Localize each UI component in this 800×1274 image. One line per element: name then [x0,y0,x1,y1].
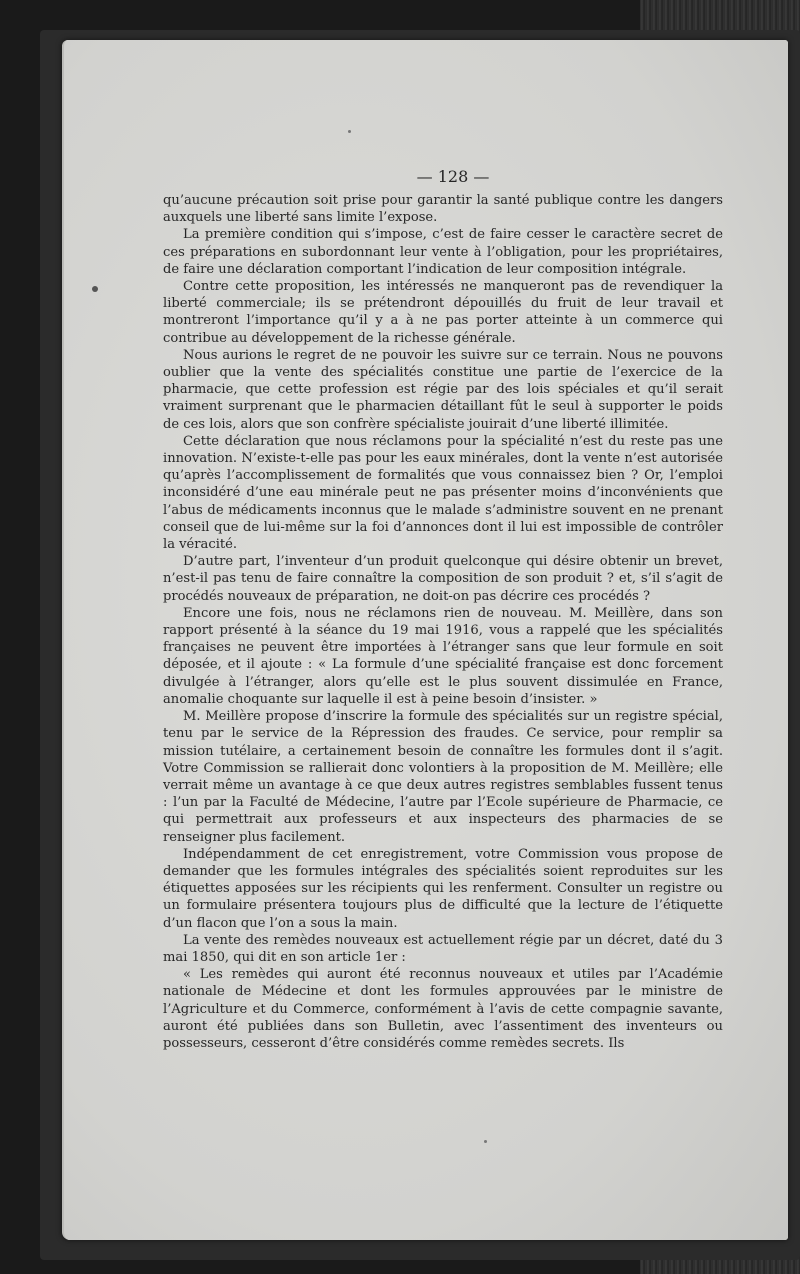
paragraph: « Les remèdes qui auront été reconnus nouveaux et utiles par l’Académie nationale de Médecine et dont les formules approuvées par le ministre de l’Agriculture et du Commerce, conformément à l’avis de cette compagnie savante, auront été publiées dans son Bulletin, avec l’assentiment des inventeurs ou possesseurs, cesseront d’être considérés comme remèdes secrets. Ils [163,967,723,1051]
paragraph: M. Meillère propose d’inscrire la formule des spécialités sur un registre spécial, tenu par le service de la Répression des fraudes. Ce service, pour remplir sa mission tutélaire, a certainement besoin de connaître les formules dont il s’agit. Votre Commission se rallierait donc volontiers à la proposition de M. Meillère; elle verrait même un avantage à ce que deux autres registres semblables fussent tenus : l’un par la Faculté de Médecine, l’autre par l’Ecole supérieure de Pharmacie, ce qui permettrait aux professeurs et aux inspecteurs des pharmacies de se renseigner plus facilement. [163,709,723,845]
paragraph: D’autre part, l’inventeur d’un produit quelconque qui désire obtenir un brevet, n’est-il pas tenu de faire connaître la composition de son produit ? et, s’il s’agit de procédés nouveaux de préparation, ne doit-on pas décrire ces procédés ? [163,554,723,604]
paragraph: Cette déclaration que nous réclamons pour la spécialité n’est du reste pas une innovation. N’existe-t-elle pas pour les eaux minérales, dont la vente n’est autorisée qu’après l’accomplissement de formalités que vous connaissez bien ? Or, l’emploi inconsidéré d’une eau minérale peut ne pas présenter moins d’inconvénients que l’abus de médicaments inconnus que le malade s’administre souvent en ne prenant conseil que de lui-même sur la foi d’annonces dont il lui est impossible de contrôler la véracité. [163,433,723,553]
margin-ink-spot [92,286,98,292]
paper-speck [348,130,351,133]
page-content [163,166,723,1052]
page-number: — 128 — [416,167,490,186]
paragraph: Nous aurions le regret de ne pouvoir les suivre sur ce terrain. Nous ne pouvons oublier que la vente des spécialités constitue une partie de l’exercice de la pharmacie, que cette profession est régie par des lois spéciales et qu’il serait vraiment surprenant que le pharmacien détaillant fût le seul à supporter le poids de ces lois, alors que son confrère spécialiste jouirait d’une liberté illimitée. [163,347,723,432]
paragraph: Encore une fois, nous ne réclamons rien de nouveau. M. Meillère, dans son rapport présenté à la séance du 19 mai 1916, vous a rappelé que les spécialités françaises ne peuvent être importées à l’étranger sans que leur formule en soit déposée, et il ajoute : « La formule d’une spécialité française est donc forcement divulgée à l’étranger, alors qu’elle est le plus souvent dissimulée en France, anomalie choquante sur laquelle il est à peine besoin d’insister. » [163,605,723,707]
paragraph: La première condition qui s’impose, c’est de faire cesser le caractère secret de ces préparations en subordonnant leur vente à l’obligation, pour les propriétaires, de faire une déclaration comportant l’indication de leur composition intégrale. [163,227,723,277]
paper-speck [484,1140,487,1143]
page-body-text [163,192,723,1052]
paragraph: La vente des remèdes nouveaux est actuellement régie par un décret, daté du 3 mai 1850, qui dit en son article 1er : [163,932,723,965]
paragraph: qu’aucune précaution soit prise pour garantir la santé publique contre les dangers auxquels une liberté sans limite l’expose. [163,193,723,226]
paragraph: Contre cette proposition, les intéressés ne manqueront pas de revendiquer la liberté commerciale; ils se prétendront dépouillés du fruit de leur travail et montreront l’importance qu’il y a à ne pas porter atteinte à un commerce qui contribue au développement de la richesse générale. [163,279,723,346]
paragraph: Indépendamment de cet enregistrement, votre Commission vous propose de demander que les formules intégrales des spécialités soient reproduites sur les étiquettes apposées sur les récipients qui les renferment. Consulter un registre ou un formulaire présentera toujours plus de difficulté que la lecture de l’étiquette d’un flacon que l’on a sous la main. [163,846,723,931]
